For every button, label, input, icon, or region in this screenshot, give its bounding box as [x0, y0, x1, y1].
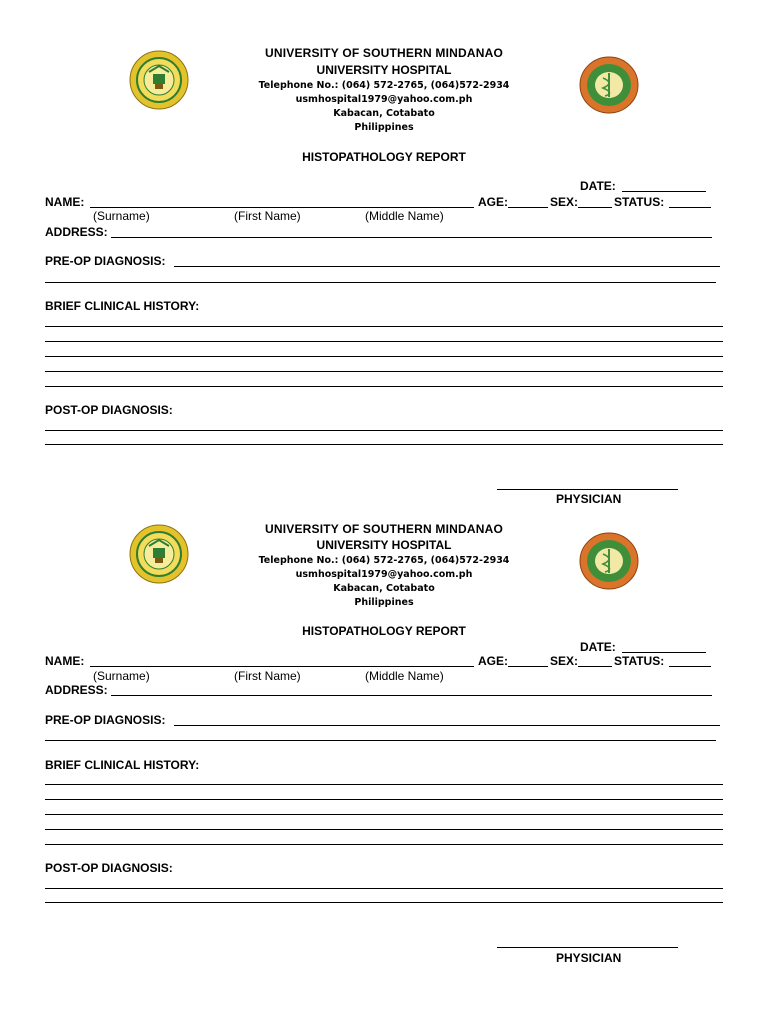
- date-label: DATE:: [580, 640, 616, 654]
- history-line-4[interactable]: [45, 371, 723, 372]
- telephone: Telephone No.: (064) 572-2765, (064)572-2934: [258, 80, 510, 91]
- email: usmhospital1979@yahoo.com.ph: [295, 569, 473, 580]
- middle-name-hint: (Middle Name): [365, 669, 444, 683]
- first-name-hint: (First Name): [234, 669, 301, 683]
- post-op-label: POST-OP DIAGNOSIS:: [45, 403, 173, 417]
- status-label: STATUS:: [614, 654, 665, 668]
- status-field[interactable]: [669, 207, 711, 208]
- surname-hint: (Surname): [93, 669, 150, 683]
- report-title: HISTOPATHOLOGY REPORT: [302, 150, 466, 164]
- telephone: Telephone No.: (064) 572-2765, (064)572-2934: [258, 555, 510, 566]
- date-field[interactable]: [622, 191, 706, 192]
- sex-field[interactable]: [578, 207, 612, 208]
- post-op-line-2[interactable]: [45, 902, 723, 903]
- history-line-1[interactable]: [45, 784, 723, 785]
- status-label: STATUS:: [614, 195, 665, 209]
- pre-op-field-line-2[interactable]: [45, 282, 716, 283]
- status-field[interactable]: [669, 666, 711, 667]
- history-label: BRIEF CLINICAL HISTORY:: [45, 758, 200, 772]
- email: usmhospital1979@yahoo.com.ph: [295, 94, 473, 105]
- post-op-label: POST-OP DIAGNOSIS:: [45, 861, 173, 875]
- pre-op-field[interactable]: [174, 725, 720, 726]
- first-name-hint: (First Name): [234, 209, 301, 223]
- age-label: AGE:: [478, 195, 508, 209]
- history-label: BRIEF CLINICAL HISTORY:: [45, 299, 200, 313]
- address-label: ADDRESS:: [45, 225, 108, 239]
- country: Philippines: [354, 122, 414, 133]
- name-label: NAME:: [45, 195, 85, 209]
- histopathology-form-2: [0, 462, 768, 965]
- post-op-line-2[interactable]: [45, 444, 723, 445]
- history-line-5[interactable]: [45, 386, 723, 387]
- sex-label: SEX:: [550, 654, 579, 668]
- name-label: NAME:: [45, 654, 85, 668]
- hospital-name: UNIVERSITY HOSPITAL: [316, 63, 452, 77]
- address-field[interactable]: [111, 695, 712, 696]
- history-line-3[interactable]: [45, 356, 723, 357]
- address-label: ADDRESS:: [45, 683, 108, 697]
- pre-op-field[interactable]: [174, 266, 720, 267]
- hospital-name: UNIVERSITY HOSPITAL: [316, 538, 452, 552]
- physician-label: PHYSICIAN: [556, 492, 622, 506]
- history-line-2[interactable]: [45, 341, 723, 342]
- pre-op-label: PRE-OP DIAGNOSIS:: [45, 254, 166, 268]
- name-field[interactable]: [90, 666, 474, 667]
- history-line-1[interactable]: [45, 326, 723, 327]
- histopathology-form-1: [0, 0, 768, 506]
- surname-hint: (Surname): [93, 209, 150, 223]
- pre-op-label: PRE-OP DIAGNOSIS:: [45, 713, 166, 727]
- age-field[interactable]: [508, 207, 548, 208]
- physician-label: PHYSICIAN: [556, 951, 622, 965]
- post-op-line-1[interactable]: [45, 430, 723, 431]
- university-name: UNIVERSITY OF SOUTHERN MINDANAO: [265, 522, 503, 536]
- age-label: AGE:: [478, 654, 508, 668]
- location: Kabacan, Cotabato: [333, 108, 435, 119]
- location: Kabacan, Cotabato: [333, 583, 435, 594]
- history-line-5[interactable]: [45, 844, 723, 845]
- sex-field[interactable]: [578, 666, 612, 667]
- report-title: HISTOPATHOLOGY REPORT: [302, 624, 466, 638]
- post-op-line-1[interactable]: [45, 888, 723, 889]
- date-label: DATE:: [580, 179, 616, 193]
- pre-op-field-line-2[interactable]: [45, 740, 716, 741]
- physician-signature-line[interactable]: [497, 947, 678, 948]
- history-line-3[interactable]: [45, 814, 723, 815]
- sex-label: SEX:: [550, 195, 579, 209]
- history-line-4[interactable]: [45, 829, 723, 830]
- history-line-2[interactable]: [45, 799, 723, 800]
- address-field[interactable]: [111, 237, 712, 238]
- middle-name-hint: (Middle Name): [365, 209, 444, 223]
- country: Philippines: [354, 597, 414, 608]
- date-field[interactable]: [622, 652, 706, 653]
- name-field[interactable]: [90, 207, 474, 208]
- university-name: UNIVERSITY OF SOUTHERN MINDANAO: [265, 46, 503, 60]
- age-field[interactable]: [508, 666, 548, 667]
